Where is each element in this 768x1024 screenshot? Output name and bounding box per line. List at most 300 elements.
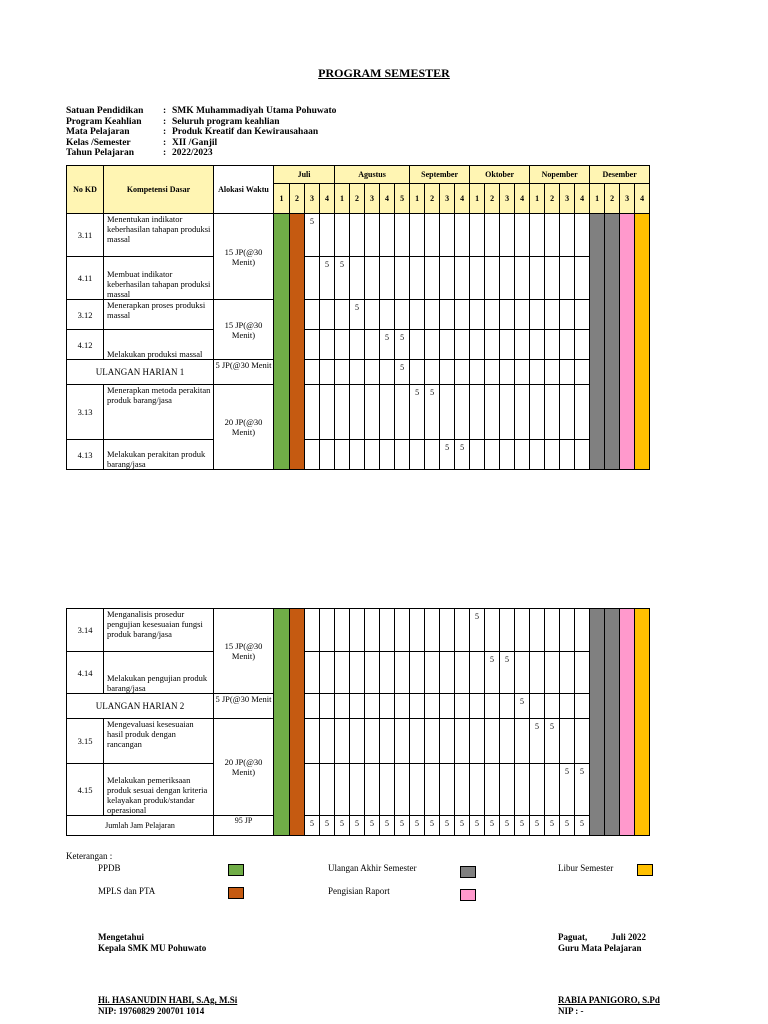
week-cell: 5 xyxy=(440,440,455,470)
status-cell xyxy=(590,609,605,836)
week-cell xyxy=(380,764,395,816)
week-cell xyxy=(410,694,425,719)
week-cell xyxy=(515,360,530,385)
week-cell: 5 xyxy=(365,816,380,836)
kd-text: Melakukan pemeriksaan produk sesuai dengan kriteria kelayakan produk/standar operasional xyxy=(107,775,208,815)
week-cell: 5 xyxy=(395,360,410,385)
week-cell: 5 xyxy=(425,816,440,836)
week-cell xyxy=(575,609,590,652)
alokasi-value: 5 JP(@30 Menit xyxy=(214,694,274,719)
alokasi-value: 5 JP(@30 Menit xyxy=(214,360,274,385)
week-cell: 5 xyxy=(380,816,395,836)
week-header-cell: 2 xyxy=(485,184,500,214)
status-cell xyxy=(290,609,305,836)
week-header-cell: 2 xyxy=(290,184,305,214)
week-cell xyxy=(500,330,515,360)
week-cell xyxy=(410,719,425,764)
week-cell xyxy=(335,440,350,470)
week-cell xyxy=(425,330,440,360)
week-cell xyxy=(515,330,530,360)
week-header-cell: 4 xyxy=(380,184,395,214)
status-cell xyxy=(635,214,650,470)
week-cell xyxy=(350,385,365,440)
week-cell xyxy=(560,694,575,719)
week-cell xyxy=(500,385,515,440)
week-cell xyxy=(455,330,470,360)
kd-number: 3.13 xyxy=(67,385,104,440)
week-cell xyxy=(380,719,395,764)
week-cell xyxy=(425,694,440,719)
week-cell xyxy=(560,360,575,385)
month-header-row xyxy=(67,166,650,184)
week-cell xyxy=(395,609,410,652)
week-cell xyxy=(515,385,530,440)
week-cell xyxy=(575,385,590,440)
kd-text: Membuat indikator keberhasilan tahapan produksi massal xyxy=(107,269,211,299)
legend-raport-swatch xyxy=(460,889,476,901)
week-cell xyxy=(575,694,590,719)
week-cell xyxy=(440,360,455,385)
week-cell xyxy=(305,385,320,440)
week-cell xyxy=(410,330,425,360)
week-cell xyxy=(485,214,500,257)
week-cell xyxy=(335,694,350,719)
week-cell xyxy=(380,694,395,719)
week-cell xyxy=(440,719,455,764)
week-cell xyxy=(365,385,380,440)
week-cell xyxy=(545,385,560,440)
week-cell: 5 xyxy=(350,816,365,836)
week-cell xyxy=(335,214,350,257)
week-cell xyxy=(530,694,545,719)
week-cell xyxy=(350,330,365,360)
week-cell xyxy=(365,694,380,719)
table-row xyxy=(67,300,650,330)
week-cell: 5 xyxy=(305,816,320,836)
week-cell: 5 xyxy=(380,330,395,360)
week-cell: 5 xyxy=(455,816,470,836)
week-cell xyxy=(320,652,335,694)
week-cell xyxy=(425,214,440,257)
week-cell xyxy=(470,440,485,470)
week-header-cell: 3 xyxy=(500,184,515,214)
kd-number: 3.11 xyxy=(67,214,104,257)
week-cell xyxy=(560,609,575,652)
week-cell xyxy=(425,652,440,694)
week-cell xyxy=(500,719,515,764)
week-header-cell: 1 xyxy=(335,184,350,214)
week-cell xyxy=(350,257,365,300)
kd-text: Melakukan pengujian produk barang/jasa xyxy=(107,673,208,693)
kd-text: Menerapkan metoda perakitan produk barang/jasa xyxy=(107,385,211,405)
status-cell xyxy=(590,214,605,470)
week-header-cell: 2 xyxy=(545,184,560,214)
week-cell: 5 xyxy=(545,719,560,764)
alokasi-value: 15 JP(@30 Menit) xyxy=(214,214,274,300)
week-cell xyxy=(395,652,410,694)
week-cell xyxy=(500,214,515,257)
week-cell xyxy=(575,300,590,330)
week-cell xyxy=(560,440,575,470)
week-cell xyxy=(335,385,350,440)
info-value: Produk Kreatif dan Kewirausahaan xyxy=(172,127,319,137)
week-cell xyxy=(470,330,485,360)
week-cell xyxy=(455,214,470,257)
week-cell xyxy=(470,719,485,764)
week-cell: 5 xyxy=(500,652,515,694)
month-oktober: Oktober xyxy=(470,166,530,184)
week-cell xyxy=(575,257,590,300)
week-cell xyxy=(455,652,470,694)
week-cell xyxy=(350,440,365,470)
week-cell xyxy=(365,300,380,330)
info-value: Seluruh program keahlian xyxy=(172,116,280,127)
week-cell: 5 xyxy=(575,764,590,816)
table-row xyxy=(67,330,650,360)
week-cell xyxy=(545,330,560,360)
kd-text: Menganalisis prosedur pengujian kesesuaian fungsi produk barang/jasa xyxy=(107,609,203,639)
week-header-cell: 3 xyxy=(440,184,455,214)
kd-number: 4.13 xyxy=(67,440,104,470)
week-cell xyxy=(425,719,440,764)
month-juli: Juli xyxy=(274,166,335,184)
month-nopember: Nopember xyxy=(530,166,590,184)
week-cell xyxy=(500,694,515,719)
page-title: PROGRAM SEMESTER xyxy=(318,66,450,80)
week-cell xyxy=(470,300,485,330)
alokasi-value: 15 JP(@30 Menit) xyxy=(214,609,274,694)
kd-competency xyxy=(104,652,214,694)
week-cell xyxy=(365,440,380,470)
week-cell xyxy=(305,764,320,816)
week-cell xyxy=(320,719,335,764)
week-cell xyxy=(530,440,545,470)
week-cell xyxy=(305,609,320,652)
week-cell xyxy=(425,360,440,385)
week-header-cell: 4 xyxy=(320,184,335,214)
table-row xyxy=(67,214,650,257)
week-cell xyxy=(485,719,500,764)
status-cell xyxy=(274,609,290,836)
week-cell xyxy=(395,300,410,330)
week-header-cell: 4 xyxy=(455,184,470,214)
week-cell xyxy=(455,360,470,385)
week-cell xyxy=(545,360,560,385)
signature-left: Mengetahui Kepala SMK MU Pohuwato xyxy=(98,932,207,953)
week-cell xyxy=(545,214,560,257)
week-cell xyxy=(305,694,320,719)
week-cell: 5 xyxy=(350,300,365,330)
table-row xyxy=(67,764,650,816)
info-label: Mata Pelajaran xyxy=(66,127,130,137)
week-cell xyxy=(335,300,350,330)
week-cell xyxy=(545,300,560,330)
week-cell xyxy=(350,764,365,816)
week-cell xyxy=(410,360,425,385)
week-cell xyxy=(485,300,500,330)
info-label: Tahun Pelajaran xyxy=(66,148,135,158)
kd-text: Menentukan indikator keberhasilan tahapan produksi massal xyxy=(107,214,211,244)
week-cell xyxy=(485,385,500,440)
week-cell xyxy=(425,257,440,300)
week-cell xyxy=(410,214,425,257)
info-label: Satuan Pendidikan xyxy=(66,106,144,116)
week-cell xyxy=(350,719,365,764)
week-cell xyxy=(335,764,350,816)
ulangan-label: ULANGAN HARIAN 1 xyxy=(67,360,214,385)
week-cell xyxy=(350,652,365,694)
kd-number: 3.14 xyxy=(67,609,104,652)
week-cell xyxy=(515,214,530,257)
week-cell xyxy=(425,300,440,330)
week-cell xyxy=(530,257,545,300)
week-cell xyxy=(500,360,515,385)
week-cell xyxy=(410,300,425,330)
info-value: 2022/2023 xyxy=(172,148,213,158)
week-cell xyxy=(470,257,485,300)
week-cell xyxy=(365,764,380,816)
kd-text: Melakukan perakitan produk barang/jasa xyxy=(107,449,206,469)
week-cell xyxy=(560,257,575,300)
week-cell: 5 xyxy=(560,816,575,836)
week-cell xyxy=(560,214,575,257)
week-cell: 5 xyxy=(500,816,515,836)
no-kd-header: No KD xyxy=(67,166,104,214)
week-cell: 5 xyxy=(560,764,575,816)
kd-number: 4.14 xyxy=(67,652,104,694)
ulangan-row xyxy=(67,360,650,385)
week-header-cell: 4 xyxy=(635,184,650,214)
week-header-cell: 2 xyxy=(605,184,620,214)
week-cell xyxy=(515,300,530,330)
week-cell xyxy=(515,652,530,694)
table-row xyxy=(67,652,650,694)
week-cell xyxy=(380,609,395,652)
week-cell xyxy=(560,652,575,694)
week-cell xyxy=(425,609,440,652)
week-cell xyxy=(545,257,560,300)
status-cell xyxy=(635,609,650,836)
week-cell xyxy=(440,214,455,257)
ulangan-row xyxy=(67,694,650,719)
kd-number: 3.15 xyxy=(67,719,104,764)
table-row xyxy=(67,719,650,764)
week-header-cell: 4 xyxy=(515,184,530,214)
total-row xyxy=(67,816,650,836)
week-cell xyxy=(530,214,545,257)
week-cell xyxy=(500,300,515,330)
week-cell xyxy=(530,609,545,652)
week-cell: 5 xyxy=(395,816,410,836)
week-cell: 5 xyxy=(515,694,530,719)
kd-competency xyxy=(104,257,214,300)
kd-competency xyxy=(104,609,214,652)
week-header-cell: 1 xyxy=(590,184,605,214)
week-cell xyxy=(410,440,425,470)
legend-libur-swatch xyxy=(637,864,653,876)
week-cell xyxy=(410,764,425,816)
week-cell: 5 xyxy=(335,257,350,300)
week-cell xyxy=(440,330,455,360)
status-cell xyxy=(620,214,635,470)
kd-number: 3.12 xyxy=(67,300,104,330)
legend-uas-swatch xyxy=(460,866,476,878)
week-cell xyxy=(320,385,335,440)
week-cell xyxy=(530,764,545,816)
week-cell xyxy=(455,385,470,440)
week-cell xyxy=(410,652,425,694)
ulangan-label: ULANGAN HARIAN 2 xyxy=(67,694,214,719)
week-header-cell: 4 xyxy=(575,184,590,214)
legend-libur-label: Libur Semester xyxy=(558,863,614,873)
week-cell xyxy=(440,385,455,440)
week-cell: 5 xyxy=(305,214,320,257)
week-cell xyxy=(440,257,455,300)
status-cell xyxy=(605,609,620,836)
week-cell xyxy=(350,214,365,257)
status-cell xyxy=(290,214,305,470)
week-cell xyxy=(440,609,455,652)
week-cell xyxy=(395,214,410,257)
week-cell xyxy=(545,652,560,694)
week-header-cell: 3 xyxy=(620,184,635,214)
kd-competency xyxy=(104,764,214,816)
week-cell xyxy=(485,764,500,816)
total-value: 95 JP xyxy=(214,816,274,836)
week-header-cell: 1 xyxy=(410,184,425,214)
week-cell xyxy=(305,330,320,360)
week-cell xyxy=(515,764,530,816)
week-header-cell: 3 xyxy=(305,184,320,214)
week-cell xyxy=(335,609,350,652)
week-cell: 5 xyxy=(320,257,335,300)
week-cell xyxy=(515,440,530,470)
week-cell xyxy=(470,385,485,440)
week-cell xyxy=(365,360,380,385)
signature-left-name: Hi. HASANUDIN HABI, S.Ag, M.Si NIP: 19760829 200701 1014 xyxy=(98,995,238,1016)
week-cell xyxy=(350,694,365,719)
week-cell xyxy=(455,764,470,816)
week-cell: 5 xyxy=(485,816,500,836)
week-cell xyxy=(320,694,335,719)
week-cell xyxy=(320,609,335,652)
week-cell xyxy=(560,300,575,330)
week-cell xyxy=(320,330,335,360)
week-header-cell: 2 xyxy=(425,184,440,214)
week-cell xyxy=(380,360,395,385)
week-cell xyxy=(515,257,530,300)
week-header-cell: 3 xyxy=(560,184,575,214)
week-cell xyxy=(500,609,515,652)
week-cell: 5 xyxy=(335,816,350,836)
week-cell xyxy=(425,764,440,816)
week-header-cell: 3 xyxy=(365,184,380,214)
week-cell xyxy=(440,694,455,719)
week-cell xyxy=(560,330,575,360)
table-row xyxy=(67,385,650,440)
week-cell xyxy=(395,719,410,764)
week-cell xyxy=(395,764,410,816)
kd-number: 4.11 xyxy=(67,257,104,300)
week-cell xyxy=(395,385,410,440)
week-cell xyxy=(305,440,320,470)
week-cell xyxy=(485,257,500,300)
week-cell xyxy=(380,214,395,257)
legend-ppdb-label: PPDB xyxy=(98,863,121,873)
week-cell xyxy=(485,440,500,470)
kd-text: Melakukan produksi massal xyxy=(107,349,203,359)
week-cell: 5 xyxy=(455,440,470,470)
month-september: September xyxy=(410,166,470,184)
week-cell xyxy=(455,719,470,764)
week-cell xyxy=(410,609,425,652)
legend-mpls-label: MPLS dan PTA xyxy=(98,886,156,896)
week-header-cell: 1 xyxy=(470,184,485,214)
kompetensi-header: Kompetensi Dasar xyxy=(104,166,214,214)
table-row xyxy=(67,257,650,300)
week-cell xyxy=(530,385,545,440)
week-cell xyxy=(335,330,350,360)
week-cell: 5 xyxy=(410,816,425,836)
week-cell xyxy=(350,609,365,652)
kd-competency xyxy=(104,330,214,360)
week-cell xyxy=(335,360,350,385)
signature-right: Paguat, Juli 2022 Guru Mata Pelajaran xyxy=(558,932,647,953)
kd-text: Menerapkan proses produksi massal xyxy=(107,300,206,320)
kd-competency xyxy=(104,719,214,764)
week-cell xyxy=(365,214,380,257)
kd-number: 4.15 xyxy=(67,764,104,816)
week-cell xyxy=(545,440,560,470)
week-cell xyxy=(470,214,485,257)
week-cell xyxy=(530,330,545,360)
week-cell: 5 xyxy=(545,816,560,836)
week-cell xyxy=(305,719,320,764)
week-cell xyxy=(455,257,470,300)
legend-raport-label: Pengisian Raport xyxy=(328,886,390,896)
week-cell xyxy=(530,652,545,694)
table-row xyxy=(67,609,650,652)
week-cell xyxy=(455,300,470,330)
kd-number: 4.12 xyxy=(67,330,104,360)
week-cell: 5 xyxy=(530,719,545,764)
kd-competency xyxy=(104,300,214,330)
info-label: Kelas /Semester xyxy=(66,137,131,148)
week-header-cell: 2 xyxy=(350,184,365,214)
week-cell xyxy=(335,652,350,694)
week-cell xyxy=(530,300,545,330)
legend-mpls-swatch xyxy=(228,887,244,899)
total-label: Jumlah Jam Pelajaran xyxy=(67,816,214,836)
status-cell xyxy=(274,214,290,470)
week-cell xyxy=(320,440,335,470)
week-cell xyxy=(470,652,485,694)
week-cell xyxy=(380,385,395,440)
alokasi-value: 20 JP(@30 Menit) xyxy=(214,719,274,816)
legend-uas-label: Ulangan Akhir Semester xyxy=(328,863,417,873)
week-cell xyxy=(335,719,350,764)
week-cell: 5 xyxy=(515,816,530,836)
week-cell xyxy=(575,330,590,360)
week-cell xyxy=(380,652,395,694)
week-cell xyxy=(440,652,455,694)
week-cell xyxy=(410,257,425,300)
week-cell xyxy=(455,609,470,652)
kd-competency xyxy=(104,385,214,440)
week-cell: 5 xyxy=(470,609,485,652)
week-cell xyxy=(320,214,335,257)
week-cell xyxy=(545,694,560,719)
